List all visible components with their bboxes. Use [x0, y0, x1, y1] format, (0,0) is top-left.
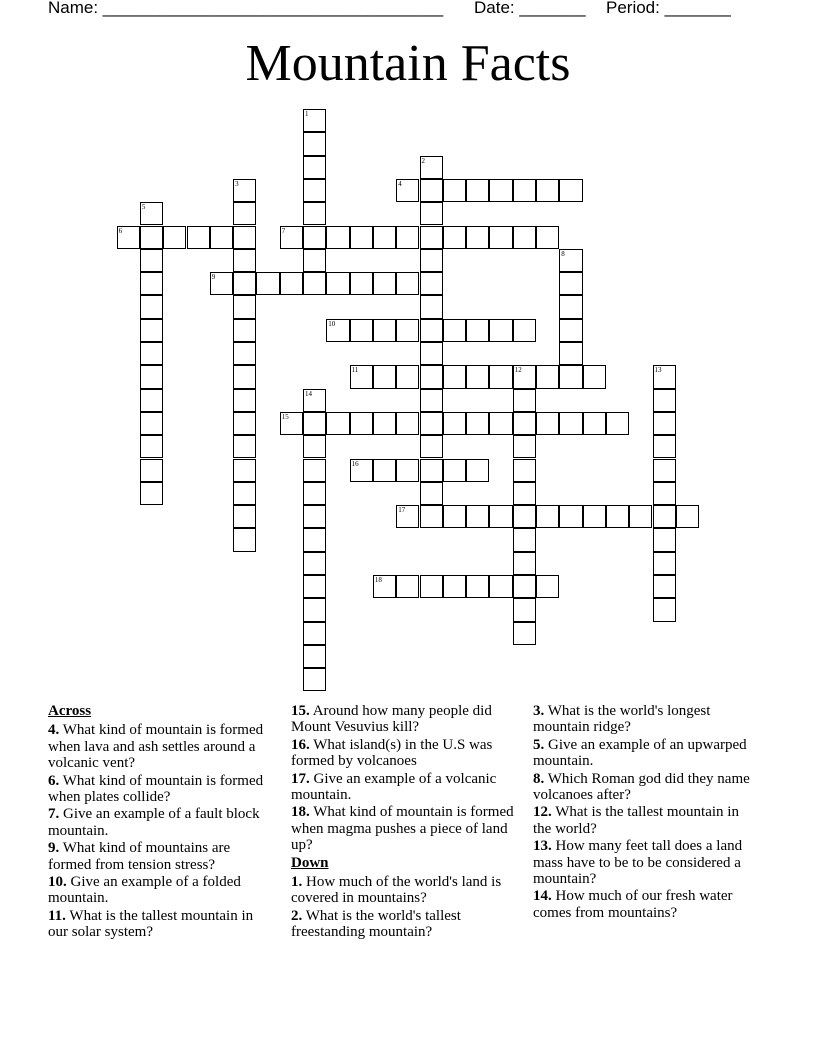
crossword-cell[interactable] [303, 202, 326, 225]
clue-text: How much of our fresh water comes from mountains? [533, 888, 733, 921]
crossword-cell[interactable] [303, 249, 326, 272]
crossword-cell[interactable] [536, 575, 559, 598]
crossword-cell[interactable] [420, 412, 443, 435]
crossword-cell[interactable] [489, 412, 512, 435]
crossword-cell[interactable] [443, 179, 466, 202]
clue-number: 12. [533, 804, 552, 821]
crossword-cell[interactable] [350, 226, 373, 249]
crossword-cell[interactable] [443, 319, 466, 342]
crossword-cell[interactable] [233, 249, 256, 272]
crossword-cell[interactable] [303, 459, 326, 482]
clue-number: 13. [533, 838, 552, 855]
crossword-cell[interactable] [513, 598, 536, 621]
crossword-cell[interactable] [140, 202, 163, 225]
crossword-cell[interactable] [443, 412, 466, 435]
clue-number: 5. [533, 736, 545, 753]
crossword-cell[interactable] [233, 528, 256, 551]
cell-number: 10 [328, 319, 336, 328]
clue-text: How much of the world's land is covered in mountains? [291, 874, 502, 907]
crossword-cell[interactable] [396, 412, 419, 435]
crossword-cell[interactable] [280, 412, 303, 435]
crossword-cell[interactable] [466, 575, 489, 598]
clue-text: How many feet tall does a land mass have to be to be considered a mountain? [533, 838, 743, 888]
crossword-cell[interactable] [513, 622, 536, 645]
crossword-cell[interactable] [210, 272, 233, 295]
clue-number: 14. [533, 888, 552, 905]
crossword-cell[interactable] [420, 179, 443, 202]
clue-across-16 [291, 737, 519, 770]
crossword-cell[interactable] [513, 365, 536, 388]
crossword-cell[interactable] [513, 528, 536, 551]
crossword-cell[interactable] [140, 295, 163, 318]
clue-text: What is the tallest mountain in the world? [533, 804, 739, 837]
crossword-cell[interactable] [373, 226, 396, 249]
cell-number: 3 [235, 179, 239, 188]
crossword-cell[interactable] [303, 226, 326, 249]
clue-text: What kind of mountain is formed when plates collide? [48, 772, 264, 806]
crossword-cell[interactable] [513, 435, 536, 458]
crossword-cell[interactable] [420, 342, 443, 365]
crossword-cell[interactable] [303, 528, 326, 551]
crossword-cell[interactable] [559, 249, 582, 272]
clue-across-6 [48, 773, 276, 806]
crossword-cell[interactable] [489, 575, 512, 598]
crossword-cell[interactable] [373, 575, 396, 598]
crossword-cell[interactable] [420, 365, 443, 388]
clue-number: 2. [291, 907, 303, 924]
clue-column-3 [533, 703, 761, 922]
crossword-cell[interactable] [326, 319, 349, 342]
crossword-cell[interactable] [233, 459, 256, 482]
crossword-cell[interactable] [513, 575, 536, 598]
crossword-cell[interactable] [513, 412, 536, 435]
clue-number: 3. [533, 703, 545, 719]
clue-across-15 [291, 703, 519, 736]
crossword-cell[interactable] [606, 505, 629, 528]
crossword-cell[interactable] [420, 202, 443, 225]
down-heading: Down [291, 854, 329, 871]
crossword-cell[interactable] [163, 226, 186, 249]
cell-number: 17 [398, 506, 406, 515]
crossword-cell[interactable] [489, 179, 512, 202]
cell-number: 14 [305, 389, 312, 398]
crossword-cell[interactable] [420, 459, 443, 482]
crossword-cell[interactable] [140, 435, 163, 458]
crossword-cell[interactable] [513, 482, 536, 505]
across-heading: Across [48, 703, 92, 719]
clue-number: 18. [291, 804, 310, 821]
crossword-cell[interactable] [653, 412, 676, 435]
crossword-cell[interactable] [233, 202, 256, 225]
clue-number: 15. [291, 703, 310, 719]
clue-down-1 [291, 874, 519, 907]
crossword-cell[interactable] [373, 319, 396, 342]
crossword-cell[interactable] [489, 505, 512, 528]
clue-text: Give an example of a folded mountain. [48, 874, 241, 907]
clue-text: What is the tallest mountain in our solar system? [48, 907, 254, 941]
cell-number: 11 [351, 366, 359, 375]
cell-number: 7 [281, 226, 286, 235]
crossword-cell[interactable] [489, 319, 512, 342]
crossword-cell[interactable] [466, 226, 489, 249]
crossword-cell[interactable] [303, 272, 326, 295]
crossword-cell[interactable] [443, 575, 466, 598]
crossword-cell[interactable] [536, 365, 559, 388]
crossword-cell[interactable] [396, 365, 419, 388]
clue-down-14 [533, 888, 761, 921]
crossword-cell[interactable] [420, 226, 443, 249]
crossword-cell[interactable] [373, 272, 396, 295]
crossword-cell[interactable] [233, 365, 256, 388]
crossword-cell[interactable] [443, 505, 466, 528]
crossword-cell[interactable] [466, 505, 489, 528]
crossword-cell[interactable] [559, 295, 582, 318]
clue-number: 6. [48, 772, 60, 789]
crossword-cell[interactable] [653, 365, 676, 388]
crossword-cell[interactable] [233, 389, 256, 412]
crossword-cell[interactable] [536, 505, 559, 528]
crossword-cell[interactable] [396, 179, 419, 202]
crossword-cell[interactable] [350, 459, 373, 482]
crossword-cell[interactable] [443, 459, 466, 482]
clue-number: 4. [48, 722, 60, 739]
clue-text: Give an example of an upwarped mountain. [533, 736, 747, 770]
clue-text: Around how many people did Mount Vesuvius kill? [291, 703, 492, 736]
crossword-cell[interactable] [326, 412, 349, 435]
crossword-cell[interactable] [233, 435, 256, 458]
clue-down-3 [533, 703, 761, 736]
crossword-cell[interactable] [233, 412, 256, 435]
crossword-cell[interactable] [653, 552, 676, 575]
crossword-cell[interactable] [653, 389, 676, 412]
crossword-cell[interactable] [303, 156, 326, 179]
crossword-cell[interactable] [653, 482, 676, 505]
clue-text: Give an example of a volcanic mountain. [291, 770, 497, 804]
crossword-cell[interactable] [420, 575, 443, 598]
crossword-cell[interactable] [303, 668, 326, 691]
crossword-cell[interactable] [303, 552, 326, 575]
cell-number: 6 [118, 226, 123, 235]
crossword-cell[interactable] [396, 459, 419, 482]
crossword-cell[interactable] [653, 598, 676, 621]
clue-down-12 [533, 804, 761, 837]
clue-column-1 [48, 703, 276, 942]
crossword-cell[interactable] [140, 482, 163, 505]
crossword-cell[interactable] [303, 505, 326, 528]
cell-number: 9 [211, 273, 216, 282]
crossword-cell[interactable] [233, 482, 256, 505]
clue-text: What kind of mountains are formed from tension stress? [48, 840, 231, 873]
crossword-cell[interactable] [280, 272, 303, 295]
crossword-cell[interactable] [373, 412, 396, 435]
crossword-cell[interactable] [489, 226, 512, 249]
crossword-cell[interactable] [233, 319, 256, 342]
crossword-cell[interactable] [489, 365, 512, 388]
crossword-cell[interactable] [303, 575, 326, 598]
page-title: Mountain Facts [245, 35, 571, 92]
period-field-label[interactable]: Period: _______ [606, 0, 731, 17]
crossword-cell[interactable] [373, 365, 396, 388]
crossword-cell[interactable] [140, 365, 163, 388]
crossword-cell[interactable] [676, 505, 699, 528]
clue-column-2 [291, 703, 519, 942]
crossword-cell[interactable] [326, 226, 349, 249]
crossword-cell[interactable] [466, 179, 489, 202]
clue-number: 8. [533, 770, 545, 787]
clue-text: What kind of mountain is formed when magma pushes a piece of land up? [291, 804, 514, 854]
crossword-cell[interactable] [420, 319, 443, 342]
crossword-cell[interactable] [187, 226, 210, 249]
crossword-cell[interactable] [233, 295, 256, 318]
crossword-cell[interactable] [396, 319, 419, 342]
crossword-cell[interactable] [350, 365, 373, 388]
clue-down-5 [533, 737, 761, 770]
clue-number: 7. [48, 806, 60, 823]
cell-number: 2 [421, 156, 425, 165]
cell-number: 12 [514, 366, 522, 375]
crossword-cell[interactable] [420, 389, 443, 412]
crossword-cell[interactable] [140, 226, 163, 249]
crossword-cell[interactable] [513, 389, 536, 412]
cell-number: 8 [561, 249, 565, 258]
cell-number: 5 [141, 203, 146, 212]
crossword-cell[interactable] [559, 505, 582, 528]
cell-number: 15 [281, 412, 289, 421]
clue-number: 17. [291, 770, 310, 787]
crossword-cell[interactable] [396, 226, 419, 249]
crossword-cell[interactable] [140, 342, 163, 365]
crossword-cell[interactable] [420, 272, 443, 295]
crossword-cell[interactable] [653, 575, 676, 598]
crossword-cell[interactable] [536, 412, 559, 435]
crossword-cell[interactable] [559, 319, 582, 342]
crossword-cell[interactable] [303, 622, 326, 645]
cell-number: 16 [351, 459, 359, 468]
crossword-cell[interactable] [303, 109, 326, 132]
crossword-cell[interactable] [536, 179, 559, 202]
crossword-cell[interactable] [303, 598, 326, 621]
crossword-cell[interactable] [466, 365, 489, 388]
crossword-cell[interactable] [583, 505, 606, 528]
clue-across-9 [48, 840, 276, 873]
crossword-cell[interactable] [420, 505, 443, 528]
crossword-cell[interactable] [303, 412, 326, 435]
name-field-label[interactable]: Name: ____________________________________ [48, 0, 444, 17]
crossword-cell[interactable] [583, 365, 606, 388]
crossword-cell[interactable] [326, 272, 349, 295]
crossword-cell[interactable] [303, 435, 326, 458]
crossword-cell[interactable] [140, 389, 163, 412]
crossword-cell[interactable] [303, 645, 326, 668]
clue-across-7 [48, 806, 276, 839]
crossword-cell[interactable] [280, 226, 303, 249]
crossword-cell[interactable] [653, 435, 676, 458]
cell-number: 18 [374, 576, 382, 584]
clue-text: What kind of mountain is formed when lava and ash settles around a volcanic vent? [48, 722, 264, 772]
crossword-cell[interactable] [513, 179, 536, 202]
clue-number: 9. [48, 840, 60, 857]
clue-text: What is the world's longest mountain ridge? [533, 703, 711, 736]
crossword-cell[interactable] [210, 226, 233, 249]
crossword-cell[interactable] [513, 505, 536, 528]
clue-text: Give an example of a fault block mountain. [48, 806, 260, 839]
crossword-cell[interactable] [233, 342, 256, 365]
clue-down-2 [291, 908, 519, 941]
clue-number: 10. [48, 874, 67, 891]
crossword-cell[interactable] [443, 365, 466, 388]
crossword-cell[interactable] [420, 249, 443, 272]
crossword-cell[interactable] [350, 319, 373, 342]
crossword-cell[interactable] [233, 226, 256, 249]
clue-across-4 [48, 722, 276, 771]
crossword-cell[interactable] [233, 272, 256, 295]
crossword-cell[interactable] [373, 459, 396, 482]
crossword-cell[interactable] [140, 459, 163, 482]
crossword-cell[interactable] [559, 179, 582, 202]
crossword-cell[interactable] [233, 179, 256, 202]
crossword-cell[interactable] [396, 505, 419, 528]
crossword-cell[interactable] [396, 575, 419, 598]
crossword-cell[interactable] [303, 389, 326, 412]
crossword-cell[interactable] [653, 459, 676, 482]
clue-text: What island(s) in the U.S was formed by volcanoes [291, 736, 493, 770]
crossword-cell[interactable] [653, 505, 676, 528]
crossword-cell[interactable] [559, 412, 582, 435]
crossword-cell[interactable] [466, 319, 489, 342]
crossword-cell[interactable] [420, 435, 443, 458]
crossword-cell[interactable] [513, 319, 536, 342]
clue-across-11 [48, 908, 276, 941]
crossword-cell[interactable] [140, 272, 163, 295]
crossword-cell[interactable] [606, 412, 629, 435]
crossword-cell[interactable] [420, 482, 443, 505]
crossword-cell[interactable] [583, 412, 606, 435]
crossword-cell[interactable] [559, 365, 582, 388]
crossword-cell[interactable] [420, 156, 443, 179]
crossword-cell[interactable] [140, 319, 163, 342]
clue-down-13 [533, 838, 761, 887]
crossword-cell[interactable] [350, 272, 373, 295]
date-field-label[interactable]: Date: _______ [474, 0, 586, 17]
crossword-cell[interactable] [420, 295, 443, 318]
clue-across-18 [291, 804, 519, 853]
clue-across-10 [48, 874, 276, 907]
clue-number: 11. [48, 907, 66, 924]
crossword-cell[interactable] [117, 226, 140, 249]
crossword-cell[interactable] [653, 528, 676, 551]
crossword-cell[interactable] [466, 412, 489, 435]
cell-number: 1 [305, 110, 309, 118]
crossword-cell[interactable] [513, 459, 536, 482]
crossword-cell[interactable] [233, 505, 256, 528]
crossword-cell[interactable] [443, 226, 466, 249]
crossword-cell[interactable] [536, 226, 559, 249]
crossword-cell[interactable] [140, 249, 163, 272]
crossword-cell[interactable] [303, 482, 326, 505]
crossword-cell[interactable] [303, 179, 326, 202]
clue-across-17 [291, 771, 519, 804]
clue-number: 1. [291, 874, 303, 891]
crossword-cell[interactable] [513, 226, 536, 249]
crossword-cell[interactable] [140, 412, 163, 435]
clue-text: Which Roman god did they name volcanoes after? [533, 770, 750, 804]
crossword-cell[interactable] [513, 552, 536, 575]
crossword-cell[interactable] [466, 459, 489, 482]
crossword-cell[interactable] [559, 272, 582, 295]
clue-down-8 [533, 771, 761, 804]
crossword-cell[interactable] [629, 505, 652, 528]
crossword-cell[interactable] [256, 272, 279, 295]
crossword-cell[interactable] [396, 272, 419, 295]
crossword-cell[interactable] [350, 412, 373, 435]
clue-number: 16. [291, 736, 310, 753]
clue-text: What is the world's tallest freestanding mountain? [291, 907, 461, 941]
cell-number: 4 [398, 179, 402, 188]
crossword-cell[interactable] [559, 342, 582, 365]
crossword-cell[interactable] [303, 132, 326, 155]
cell-number: 13 [654, 366, 662, 375]
